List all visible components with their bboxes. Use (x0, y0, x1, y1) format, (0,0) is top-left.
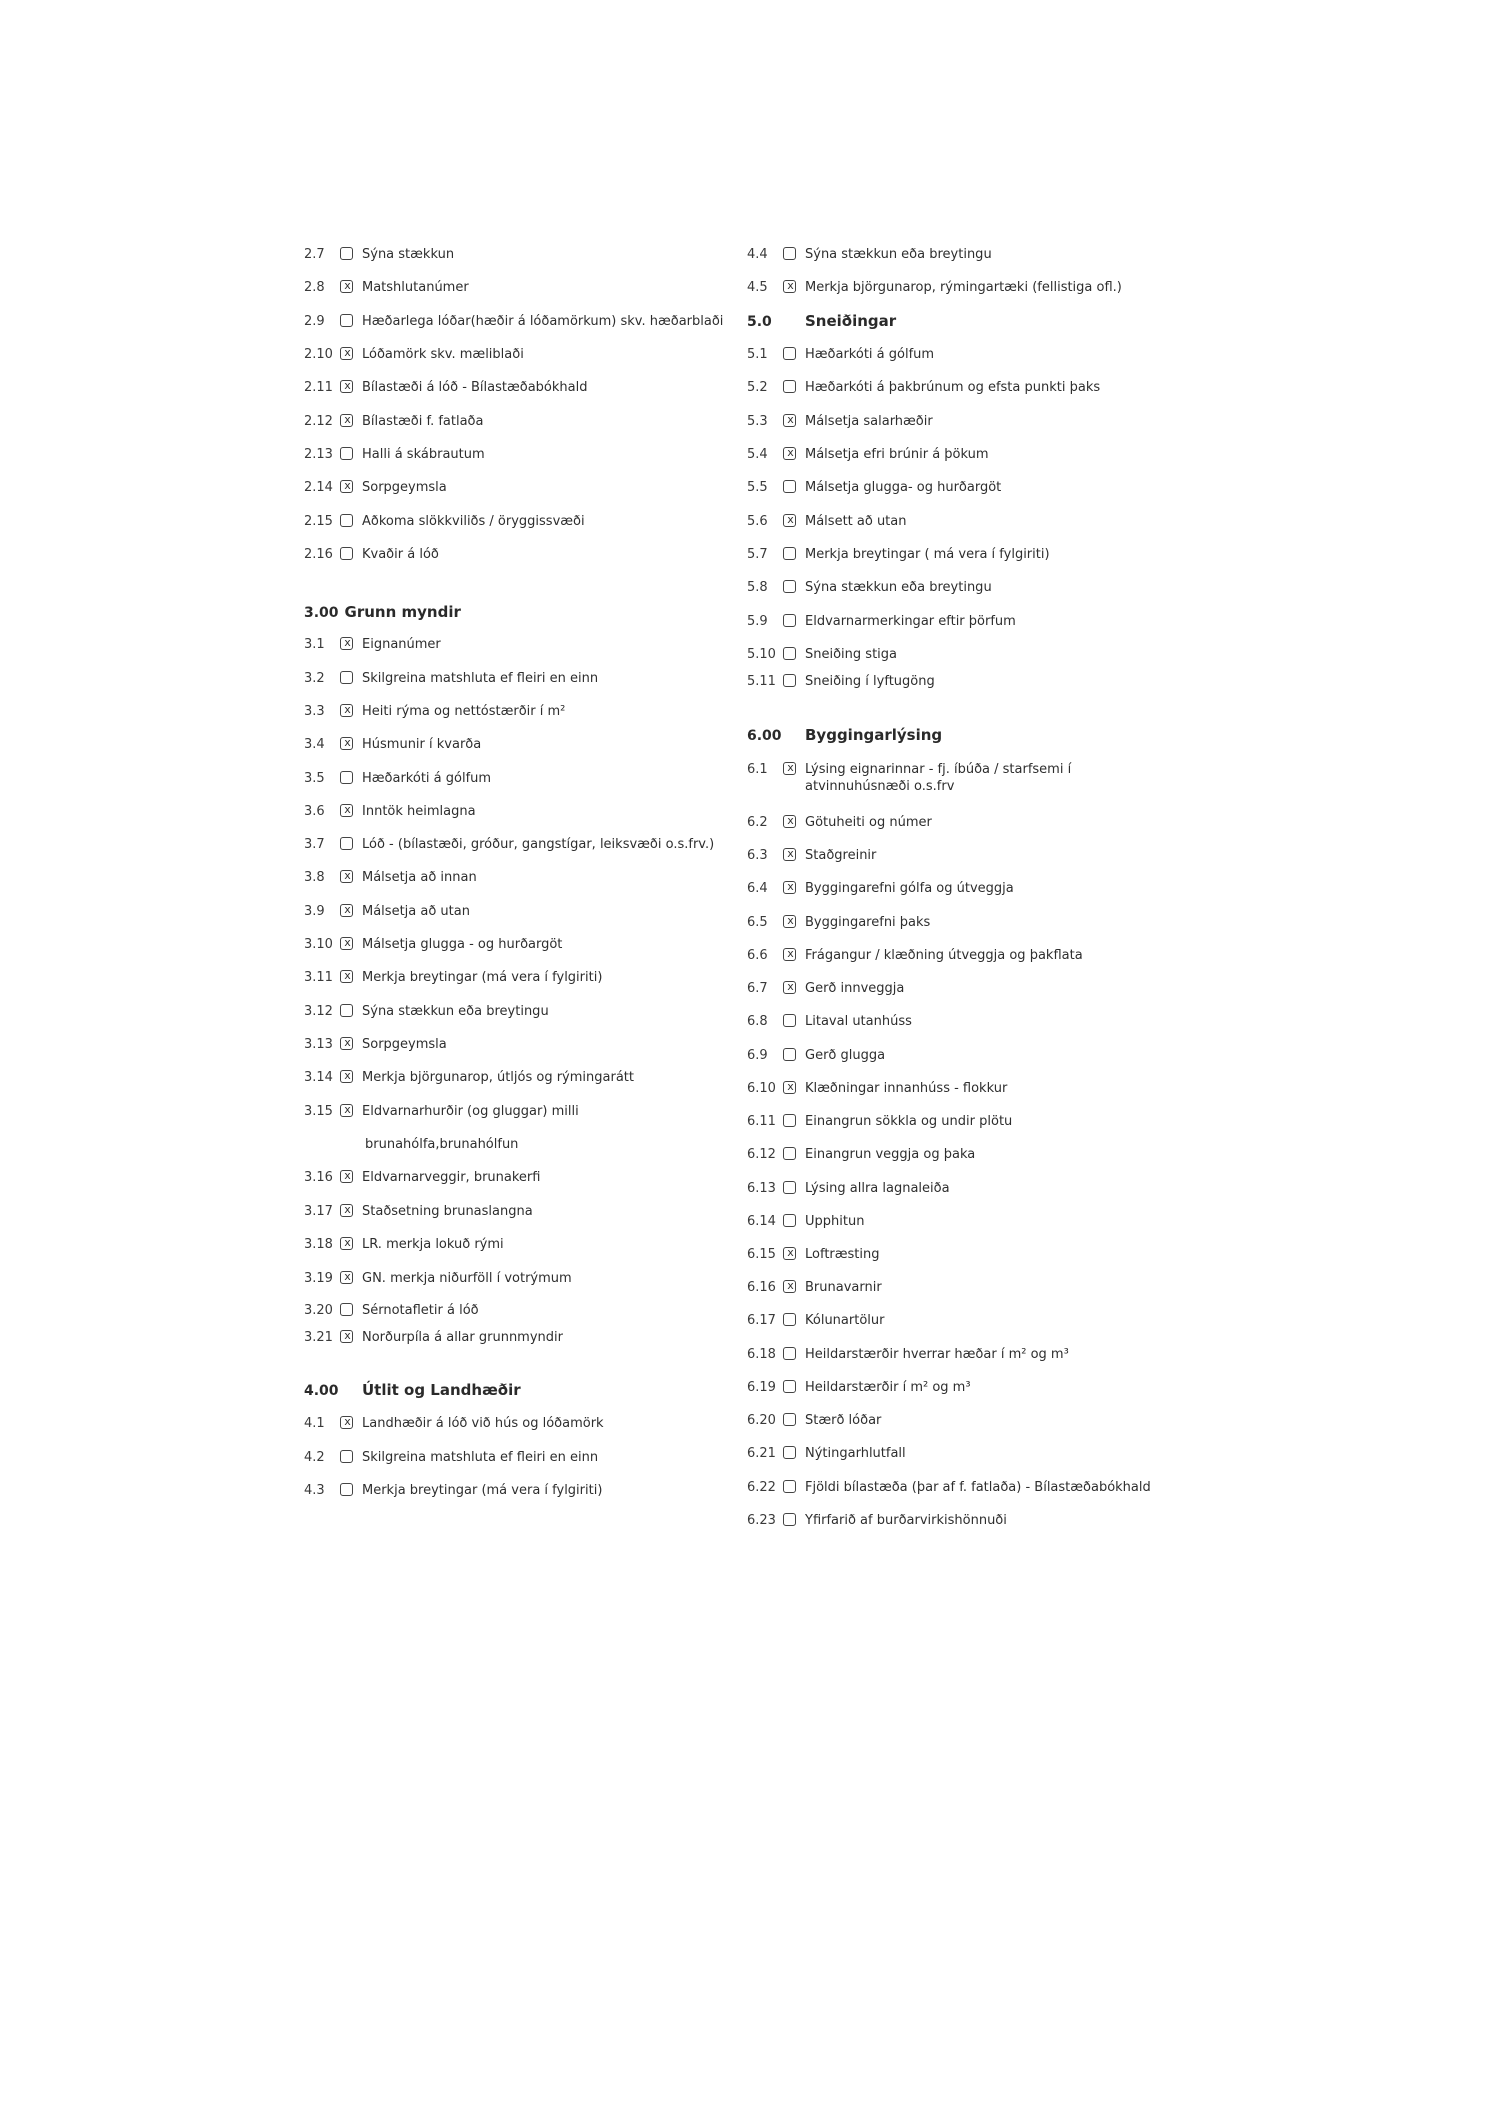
item-number: 2.7 (304, 247, 325, 262)
item-label: Yfirfarið af burðarvirkishönnuði (805, 1513, 1007, 1528)
item-label: Sneiðing í lyftugöng (805, 674, 935, 689)
item-number: 2.12 (304, 414, 333, 429)
item-label: Skilgreina matshluta ef fleiri en einn (362, 1450, 599, 1465)
section-number: 3.00 (304, 605, 339, 621)
checklist-item (747, 814, 932, 834)
item-number: 5.4 (747, 447, 768, 462)
checkbox-checked[interactable] (340, 380, 353, 393)
item-label: Málsetja efri brúnir á þökum (805, 447, 989, 462)
item-number: 2.15 (304, 514, 333, 529)
section-heading-4 (304, 1381, 521, 1399)
item-label: Sneiðing stiga (805, 647, 897, 662)
checkbox-unchecked[interactable] (783, 1181, 796, 1194)
item-label: Sýna stækkun (362, 247, 455, 262)
item-number: 6.5 (747, 915, 768, 930)
checkbox-checked[interactable] (783, 447, 796, 460)
item-label: Stærð lóðar (805, 1413, 882, 1428)
item-number: 6.7 (747, 981, 768, 996)
checklist-item (304, 1270, 572, 1290)
checklist-item (304, 803, 476, 823)
item-label: Merkja breytingar (má vera í fylgiriti) (362, 970, 603, 985)
item-label: Upphitun (805, 1214, 865, 1229)
item-number: 4.5 (747, 280, 768, 295)
checkbox-unchecked[interactable] (783, 547, 796, 560)
item-label: Sérnotafletir á lóð (362, 1303, 479, 1318)
checkbox-unchecked[interactable] (783, 1380, 796, 1393)
item-number: 5.11 (747, 674, 776, 689)
checklist-item (747, 1346, 1069, 1366)
checklist-item (747, 1445, 906, 1465)
item-number: 6.6 (747, 948, 768, 963)
checklist-item (304, 703, 565, 723)
item-label: Lýsing allra lagnaleiða (805, 1181, 950, 1196)
item-number: 3.19 (304, 1271, 333, 1286)
item-label: Málsetja glugga - og hurðargöt (362, 937, 563, 952)
checkbox-checked[interactable] (783, 948, 796, 961)
item-label: Bílastæði á lóð - Bílastæðabókhald (362, 380, 588, 395)
section-number: 4.00 (304, 1383, 339, 1399)
item-number: 3.3 (304, 704, 325, 719)
checklist-item (747, 1279, 882, 1299)
checklist-item (747, 980, 904, 1000)
checkbox-checked[interactable] (340, 870, 353, 883)
item-label: Kvaðir á lóð (362, 547, 439, 562)
checkbox-unchecked[interactable] (783, 480, 796, 493)
section-heading-3 (304, 603, 461, 621)
item-number: 4.2 (304, 1450, 325, 1465)
item-number: 3.17 (304, 1204, 333, 1219)
item-label: Sorpgeymsla (362, 1037, 447, 1052)
checkbox-unchecked[interactable] (783, 347, 796, 360)
checkbox-unchecked[interactable] (783, 674, 796, 687)
checkbox-unchecked[interactable] (340, 514, 353, 527)
section-title: Grunn myndir (344, 603, 461, 621)
checkbox-checked[interactable] (783, 414, 796, 427)
checklist-item (304, 869, 477, 889)
checklist-item (747, 1312, 884, 1332)
checkbox-unchecked[interactable] (340, 771, 353, 784)
item-label: Málsetja að utan (362, 904, 470, 919)
checklist-item (747, 1013, 912, 1033)
checklist-item (747, 1113, 1012, 1133)
item-number: 6.2 (747, 815, 768, 830)
checkbox-checked[interactable] (340, 1271, 353, 1284)
checklist-item (304, 246, 454, 266)
checkbox-checked[interactable] (340, 414, 353, 427)
checklist-item (304, 1449, 598, 1469)
checkbox-checked[interactable] (340, 1204, 353, 1217)
item-number: 5.5 (747, 480, 768, 495)
item-label: Gerð innveggja (805, 981, 905, 996)
checklist-item (304, 1415, 604, 1435)
checklist-item (304, 379, 587, 399)
item-number: 5.8 (747, 580, 768, 595)
item-label: Gerð glugga (805, 1048, 886, 1063)
item-number: 5.3 (747, 414, 768, 429)
checkbox-checked[interactable] (340, 1070, 353, 1083)
item-label: Einangrun sökkla og undir plötu (805, 1114, 1013, 1129)
item-number: 5.2 (747, 380, 768, 395)
item-number: 6.16 (747, 1280, 776, 1295)
checklist-item (747, 579, 992, 599)
checkbox-checked[interactable] (783, 1081, 796, 1094)
item-label: Staðsetning brunaslangna (362, 1204, 533, 1219)
item-number: 6.23 (747, 1513, 776, 1528)
item-number: 3.1 (304, 637, 325, 652)
checklist-item (304, 1103, 579, 1123)
item-number: 3.21 (304, 1330, 333, 1345)
item-label: Heiti rýma og nettóstærðir í m² (362, 704, 566, 719)
checkbox-checked[interactable] (340, 637, 353, 650)
item-number: 4.3 (304, 1483, 325, 1498)
checklist-item (304, 313, 723, 333)
item-label: Götuheiti og númer (805, 815, 932, 830)
checkbox-unchecked[interactable] (783, 247, 796, 260)
checklist-item (747, 513, 907, 533)
item-number: 6.15 (747, 1247, 776, 1262)
item-number: 6.3 (747, 848, 768, 863)
checkbox-unchecked[interactable] (340, 447, 353, 460)
item-label: Merkja björgunarop, útljós og rýmingarátt (362, 1070, 634, 1085)
checklist-item (304, 1003, 549, 1023)
checklist-item (747, 1379, 971, 1399)
item-label: LR. merkja lokuð rými (362, 1237, 504, 1252)
checklist-item (304, 1329, 563, 1349)
checkbox-checked[interactable] (340, 1037, 353, 1050)
checkbox-checked[interactable] (340, 970, 353, 983)
item-number: 3.10 (304, 937, 333, 952)
item-label: Húsmunir í kvarða (362, 737, 482, 752)
checkbox-unchecked[interactable] (783, 1313, 796, 1326)
checklist-item (304, 1236, 504, 1256)
checklist-item (304, 1036, 447, 1056)
item-number: 5.1 (747, 347, 768, 362)
item-label: Matshlutanúmer (362, 280, 469, 295)
checklist-item (304, 446, 485, 466)
checklist-item (747, 1213, 864, 1233)
item-label: Sorpgeymsla (362, 480, 447, 495)
item-number: 3.8 (304, 870, 325, 885)
item-label: Eldvarnarveggir, brunakerfi (362, 1170, 541, 1185)
item-label: Sýna stækkun eða breytingu (362, 1004, 549, 1019)
checklist-item (304, 670, 598, 690)
checkbox-unchecked[interactable] (340, 314, 353, 327)
item-number: 2.13 (304, 447, 333, 462)
item-number: 5.6 (747, 514, 768, 529)
item-label: Sýna stækkun eða breytingu (805, 247, 992, 262)
item-label: Eldvarnarhurðir (og gluggar) milli (362, 1104, 579, 1119)
checkbox-unchecked[interactable] (340, 837, 353, 850)
checklist-item (747, 761, 1175, 794)
checklist-item (747, 1180, 950, 1200)
item-number: 6.13 (747, 1181, 776, 1196)
item-number: 3.20 (304, 1303, 333, 1318)
item-number: 5.9 (747, 614, 768, 629)
checkbox-checked[interactable] (340, 704, 353, 717)
checkbox-unchecked[interactable] (340, 1450, 353, 1463)
item-number: 6.21 (747, 1446, 776, 1461)
item-number: 4.1 (304, 1416, 325, 1431)
item-number: 2.14 (304, 480, 333, 495)
item-number: 6.19 (747, 1380, 776, 1395)
item-label: Norðurpíla á allar grunnmyndir (362, 1330, 563, 1345)
item-label: Brunavarnir (805, 1280, 882, 1295)
item-label: Inntök heimlagna (362, 804, 476, 819)
checklist-item (747, 1479, 1151, 1499)
item-label: Klæðningar innanhúss - flokkur (805, 1081, 1008, 1096)
item-number: 6.17 (747, 1313, 776, 1328)
item-label: Eignanúmer (362, 637, 441, 652)
item-number: 3.12 (304, 1004, 333, 1019)
item-label: Staðgreinir (805, 848, 877, 863)
item-label: Litaval utanhúss (805, 1014, 912, 1029)
checkbox-unchecked[interactable] (783, 1347, 796, 1360)
item-label: Byggingarefni gólfa og útveggja (805, 881, 1014, 896)
item-label: Kólunartölur (805, 1313, 885, 1328)
item-label: Málsetja salarhæðir (805, 414, 933, 429)
item-number: 3.15 (304, 1104, 333, 1119)
item-number: 4.4 (747, 247, 768, 262)
item-label: Bílastæði f. fatlaða (362, 414, 484, 429)
item-label: Fjöldi bílastæða (þar af f. fatlaða) - Bílastæðabókhald (805, 1480, 1151, 1495)
checkbox-checked[interactable] (783, 881, 796, 894)
checkbox-unchecked[interactable] (340, 1483, 353, 1496)
checklist-item (304, 1069, 634, 1089)
checklist-item (747, 613, 1016, 633)
item-number: 3.5 (304, 771, 325, 786)
item-label: Lýsing eignarinnar - fj. íbúða / starfsemi í atvinnuhúsnæði o.s.frv (805, 762, 1072, 794)
item-number: 6.4 (747, 881, 768, 896)
item-number: 3.4 (304, 737, 325, 752)
checkbox-unchecked[interactable] (783, 1446, 796, 1459)
item-number: 6.12 (747, 1147, 776, 1162)
section-title: Útlit og Landhæðir (362, 1381, 521, 1399)
checkbox-checked[interactable] (340, 1104, 353, 1117)
item-number: 2.9 (304, 314, 325, 329)
item-label: Byggingarefni þaks (805, 915, 931, 930)
checklist-item (747, 914, 930, 934)
item-number: 6.8 (747, 1014, 768, 1029)
item-number: 2.11 (304, 380, 333, 395)
item-number: 3.9 (304, 904, 325, 919)
checkbox-checked[interactable] (783, 848, 796, 861)
item-label-continuation: brunahólfa,brunahólfun (365, 1137, 519, 1152)
checkbox-checked[interactable] (340, 1237, 353, 1250)
item-label: Hæðarkóti á þakbrúnum og efsta punkti þaks (805, 380, 1101, 395)
item-number: 6.11 (747, 1114, 776, 1129)
item-label: Nýtingarhlutfall (805, 1446, 906, 1461)
checkbox-checked[interactable] (340, 804, 353, 817)
item-label: Frágangur / klæðning útveggja og þakflata (805, 948, 1083, 963)
checklist-item (304, 903, 470, 923)
checkbox-unchecked[interactable] (783, 1480, 796, 1493)
checkbox-unchecked[interactable] (783, 1147, 796, 1160)
checkbox-checked[interactable] (783, 1247, 796, 1260)
checkbox-checked[interactable] (340, 737, 353, 750)
item-number: 6.22 (747, 1480, 776, 1495)
checklist-item (304, 936, 562, 956)
item-number: 6.18 (747, 1347, 776, 1362)
checkbox-checked[interactable] (340, 1330, 353, 1343)
checkbox-unchecked[interactable] (783, 614, 796, 627)
section-heading-6 (747, 726, 942, 744)
checklist-item (747, 413, 933, 433)
checklist-item (304, 636, 441, 656)
checklist-item (747, 947, 1083, 967)
checkbox-checked[interactable] (340, 937, 353, 950)
checkbox-unchecked[interactable] (783, 1048, 796, 1061)
checkbox-unchecked[interactable] (783, 647, 796, 660)
item-label: Loftræsting (805, 1247, 880, 1262)
item-label: Skilgreina matshluta ef fleiri en einn (362, 671, 599, 686)
item-number: 3.14 (304, 1070, 333, 1085)
checkbox-checked[interactable] (340, 1416, 353, 1429)
checklist-item (747, 847, 876, 867)
checklist-item (304, 736, 481, 756)
checklist-item (304, 1302, 479, 1322)
checkbox-checked[interactable] (340, 1170, 353, 1183)
item-number: 3.13 (304, 1037, 333, 1052)
item-number: 6.20 (747, 1413, 776, 1428)
checklist-item (304, 969, 602, 989)
item-number: 2.8 (304, 280, 325, 295)
checkbox-checked[interactable] (783, 280, 796, 293)
checklist-item (747, 479, 1001, 499)
checkbox-unchecked[interactable] (783, 580, 796, 593)
checkbox-unchecked[interactable] (340, 1004, 353, 1017)
checklist-item (747, 1512, 1007, 1532)
checklist-item (747, 673, 935, 693)
item-label: Lóð - (bílastæði, gróður, gangstígar, leiksvæði o.s.frv.) (362, 837, 715, 852)
checkbox-checked[interactable] (340, 480, 353, 493)
item-label: Einangrun veggja og þaka (805, 1147, 976, 1162)
item-number: 6.1 (747, 762, 768, 777)
item-number: 6.10 (747, 1081, 776, 1096)
item-number: 3.7 (304, 837, 325, 852)
checklist-item (304, 836, 714, 856)
checklist-item (747, 1146, 975, 1166)
checklist-item (747, 446, 989, 466)
checkbox-checked[interactable] (783, 915, 796, 928)
checklist-item (747, 1047, 885, 1067)
item-number: 3.11 (304, 970, 333, 985)
item-label: Aðkoma slökkviliðs / öryggissvæði (362, 514, 585, 529)
item-number: 3.2 (304, 671, 325, 686)
section-number: 5.0 (747, 314, 772, 330)
checklist-item (747, 1412, 881, 1432)
checkbox-checked[interactable] (340, 904, 353, 917)
checkbox-unchecked[interactable] (783, 1413, 796, 1426)
item-number: 5.7 (747, 547, 768, 562)
item-label: Málsett að utan (805, 514, 907, 529)
item-label: Merkja björgunarop, rýmingartæki (fellistiga ofl.) (805, 280, 1122, 295)
checkbox-checked[interactable] (783, 981, 796, 994)
checkbox-unchecked[interactable] (783, 380, 796, 393)
checklist-item (747, 379, 1100, 399)
item-label: Hæðarkóti á gólfum (805, 347, 935, 362)
checkbox-checked[interactable] (340, 280, 353, 293)
item-label: Hæðarkóti á gólfum (362, 771, 492, 786)
section-title: Sneiðingar (805, 312, 897, 330)
checklist-item (304, 770, 491, 790)
item-label: Sýna stækkun eða breytingu (805, 580, 992, 595)
item-number: 6.9 (747, 1048, 768, 1063)
section-number: 6.00 (747, 728, 782, 744)
section-title: Byggingarlýsing (805, 726, 943, 744)
item-label: Heildarstærðir í m² og m³ (805, 1380, 971, 1395)
checkbox-unchecked[interactable] (783, 1014, 796, 1027)
checklist-item (304, 413, 483, 433)
checkbox-checked[interactable] (340, 347, 353, 360)
item-number: 6.14 (747, 1214, 776, 1229)
checkbox-unchecked[interactable] (340, 547, 353, 560)
checklist-item (304, 513, 585, 533)
item-label: Landhæðir á lóð við hús og lóðamörk (362, 1416, 604, 1431)
item-number: 3.6 (304, 804, 325, 819)
item-number: 5.10 (747, 647, 776, 662)
checklist-item (304, 346, 524, 366)
item-label: Málsetja að innan (362, 870, 477, 885)
item-number: 3.16 (304, 1170, 333, 1185)
checkbox-unchecked[interactable] (340, 671, 353, 684)
item-label: Halli á skábrautum (362, 447, 485, 462)
checklist-item (304, 1482, 602, 1502)
checkbox-unchecked[interactable] (783, 1214, 796, 1227)
item-label: Merkja breytingar (má vera í fylgiriti) (362, 1483, 603, 1498)
checklist-item (304, 1203, 533, 1223)
checkbox-checked[interactable] (783, 1280, 796, 1293)
checklist-item (747, 346, 934, 366)
checklist-item (747, 246, 992, 266)
checklist-item (747, 1080, 1007, 1100)
checkbox-checked[interactable] (783, 815, 796, 828)
checkbox-unchecked[interactable] (783, 1513, 796, 1526)
checkbox-unchecked[interactable] (783, 1114, 796, 1127)
checkbox-checked[interactable] (783, 514, 796, 527)
item-number: 2.16 (304, 547, 333, 562)
item-label: Hæðarlega lóðar(hæðir á lóðamörkum) skv. hæðarblaði (362, 314, 724, 329)
item-label: GN. merkja niðurföll í votrýmum (362, 1271, 572, 1286)
item-label: Merkja breytingar ( má vera í fylgiriti) (805, 547, 1050, 562)
section-heading-5 (747, 312, 896, 330)
checklist-item (304, 546, 439, 566)
checklist-item (747, 1246, 880, 1266)
checkbox-checked[interactable] (783, 762, 796, 775)
item-label: Eldvarnarmerkingar eftir þörfum (805, 614, 1016, 629)
checklist-item (747, 646, 897, 666)
checklist-item (747, 880, 1014, 900)
item-label: Málsetja glugga- og hurðargöt (805, 480, 1002, 495)
item-label: Heildarstærðir hverrar hæðar í m² og m³ (805, 1347, 1069, 1362)
checklist-item (304, 1169, 540, 1189)
checklist-item (304, 479, 447, 499)
checkbox-unchecked[interactable] (340, 1303, 353, 1316)
checkbox-unchecked[interactable] (340, 247, 353, 260)
item-number: 2.10 (304, 347, 333, 362)
item-number: 3.18 (304, 1237, 333, 1252)
item-label: Lóðamörk skv. mæliblaði (362, 347, 524, 362)
checklist-item (747, 546, 1050, 566)
checklist-item (304, 279, 469, 299)
checklist-item (747, 279, 1122, 299)
